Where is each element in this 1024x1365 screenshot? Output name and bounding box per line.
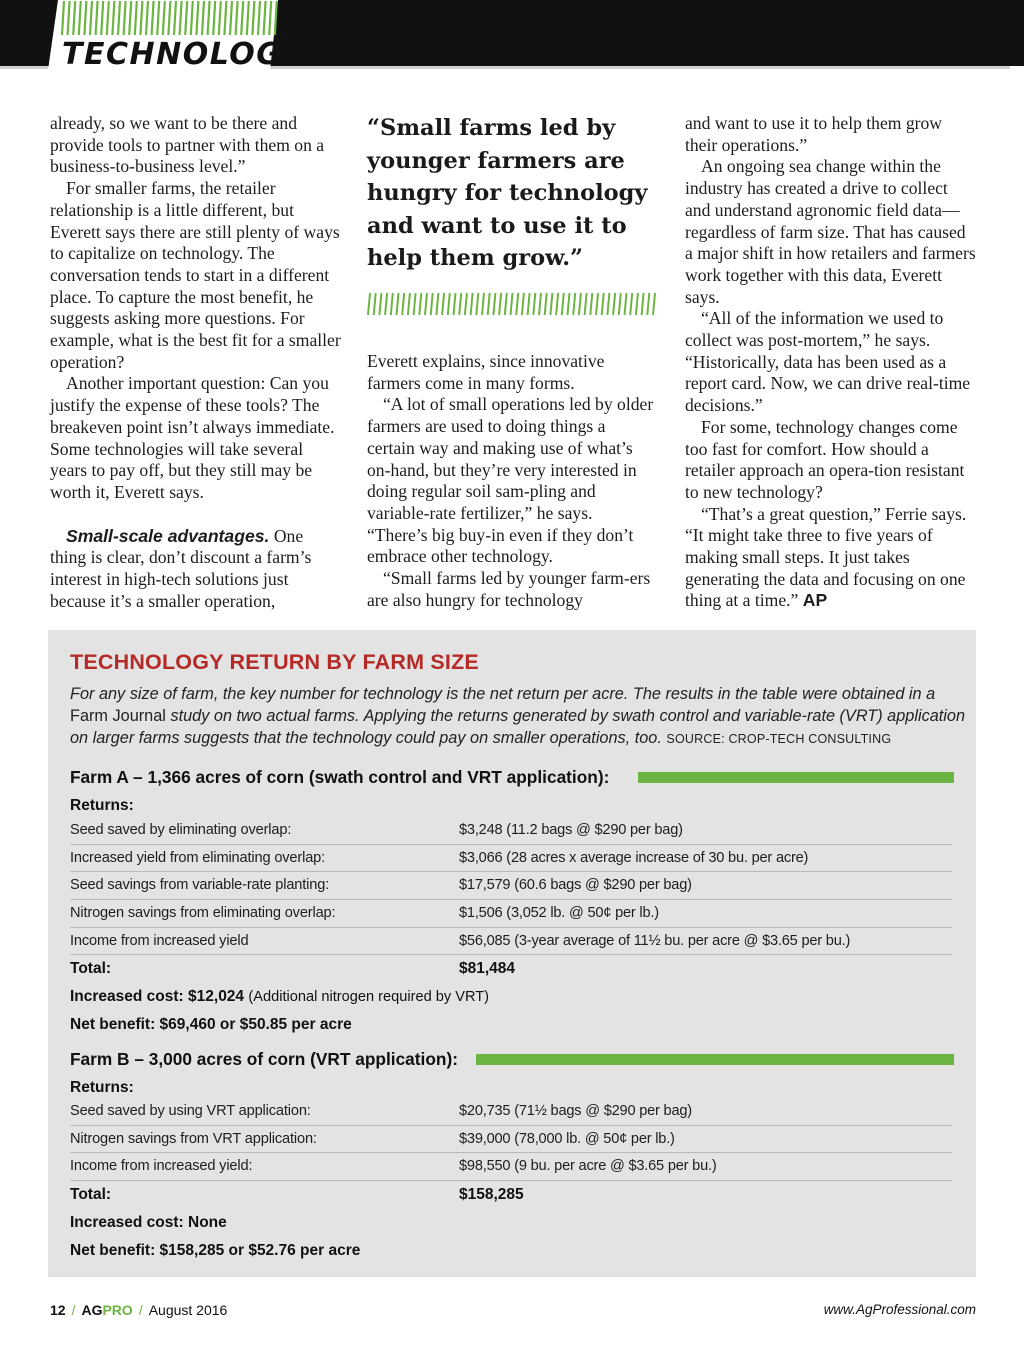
table-row: Seed saved by eliminating overlap: $3,248 (11.2 bags @ $290 per bag)	[70, 817, 952, 845]
hatch-line	[436, 293, 438, 315]
hatch-line	[442, 293, 444, 315]
farm-a-net: Net benefit: $69,460 or $50.85 per acre	[70, 1016, 352, 1033]
sidebar-box	[48, 630, 976, 1277]
hatch-line	[528, 293, 530, 315]
farm-b-table	[70, 1098, 952, 1181]
farm-a-cost: Increased cost: $12,024 (Additional nitrogen required by VRT)	[70, 988, 490, 1005]
table-row: Income from increased yield: $98,550 (9 bu. per acre @ $3.65 per bu.)	[70, 1153, 952, 1181]
hatch-line	[568, 293, 570, 315]
farm-a-total: Total: $81,484	[70, 960, 516, 977]
hatch-line	[174, 1, 176, 35]
hatch-line	[241, 1, 243, 35]
table-row: Increased yield from eliminating overlap: $3,066 (28 acres x average increase of 30 bu. per acre)	[70, 845, 952, 873]
hatch-line	[374, 293, 376, 315]
paragraph: Everett explains, since innovative farmers come in many forms.	[367, 351, 605, 393]
hatch-line	[385, 293, 387, 315]
hatch-line	[379, 293, 381, 315]
hatch-line	[465, 293, 467, 315]
hatch-line	[636, 293, 638, 315]
farm-b-heading: Farm B – 3,000 acres of corn (VRT application):	[70, 1049, 458, 1069]
hatch-line	[642, 293, 644, 315]
hatch-line	[152, 1, 154, 35]
table-row: Seed saved by using VRT application: $20,735 (71½ bags @ $290 per bag)	[70, 1098, 952, 1126]
hatch-line	[84, 1, 86, 35]
paragraph: “A lot of small operations led by older farmers are used to doing things a certain way and making use of what’s on-hand, but they’re very interested in doing regular soil sam-pling and variable-rate fertilizer,” he says. “There’s big buy-in even if they don’t embrace other technology.	[367, 394, 654, 567]
hatch-line	[619, 293, 621, 315]
farm-b-cost: Increased cost: None	[70, 1214, 227, 1231]
hatch-line	[79, 1, 81, 35]
accent-bar	[476, 1054, 954, 1065]
hatch-line	[157, 1, 159, 35]
paragraph: “That’s a great question,” Ferrie says. “It might take three to five years of making small steps. It just takes generating the data and focusing on one thing at a time.”	[685, 503, 967, 611]
hatch-line	[579, 293, 581, 315]
hatch-line	[602, 293, 604, 315]
hatch-line	[368, 293, 370, 315]
hatch-line	[208, 1, 210, 35]
paragraph: One thing is clear, don’t discount a farm’s interest in high-tech solutions just because it’s a smaller operation,	[50, 525, 312, 611]
paragraph: “All of the information we used to collect was post-mortem,” he says. “Historically, data has been used as a report card. Now, we can drive real-time decisions.”	[685, 308, 971, 416]
hatch-line	[533, 293, 535, 315]
hatch-line	[247, 1, 249, 35]
hatch-decoration	[60, 0, 278, 36]
hatch-line	[630, 293, 632, 315]
paragraph: Another important question: Can you justify the expense of these tools? The breakeven point isn’t always immediate. Some technologies will take several years to pay off, but they still may be worth it, Everett says.	[50, 373, 335, 502]
hatch-line	[488, 293, 490, 315]
paragraph: and want to use it to help them grow their operations.”	[685, 113, 943, 155]
farm-a-table	[70, 817, 952, 955]
hatch-line	[511, 293, 513, 315]
hatch-line	[129, 1, 131, 35]
article-column-1	[50, 113, 342, 612]
magazine-name: AGPRO	[81, 1302, 133, 1318]
returns-label: Returns:	[70, 1079, 134, 1096]
hatch-line	[140, 1, 142, 35]
hatch-line	[258, 1, 260, 35]
hatch-line	[408, 293, 410, 315]
hatch-line	[118, 1, 120, 35]
page-number: 12	[50, 1302, 66, 1318]
hatch-line	[454, 293, 456, 315]
paragraph: For smaller farms, the retailer relationship is a little different, but Everett says there are still plenty of ways to capitalize on technology. The conversation tends to start in a different place. To capture the most benefit, he suggests asking more questions. For example, what is the best fit for a smaller operation?	[50, 178, 341, 372]
hatch-line	[556, 293, 558, 315]
hatch-line	[275, 1, 277, 35]
hatch-line	[607, 293, 609, 315]
sidebar-intro: For any size of farm, the key number for technology is the net return per acre. The results in the table were obtained in a Farm Journal study on two actual farms. Applying the returns generated by swath control and variable-rate (VRT) application on larger farms suggests that the technology could pay on smaller operations, too. SOURCE: CROP-TECH CONSULTING	[70, 685, 966, 747]
hatch-line	[73, 1, 75, 35]
hatch-line	[196, 1, 198, 35]
hatch-line	[62, 1, 64, 35]
hatch-line	[590, 293, 592, 315]
table-row: Seed savings from variable-rate planting: $17,579 (60.6 bags @ $290 per bag)	[70, 872, 952, 900]
hatch-line	[112, 1, 114, 35]
hatch-line	[471, 293, 473, 315]
hatch-line	[107, 1, 109, 35]
farm-b-total: Total: $158,285	[70, 1186, 524, 1203]
hatch-line	[419, 293, 421, 315]
sidebar-title: TECHNOLOGY RETURN BY FARM SIZE	[70, 650, 479, 674]
hatch-line	[505, 293, 507, 315]
hatch-line	[425, 293, 427, 315]
hatch-line	[269, 1, 271, 35]
hatch-line	[647, 293, 649, 315]
returns-label: Returns:	[70, 797, 134, 814]
hatch-decoration	[366, 292, 658, 316]
hatch-line	[219, 1, 221, 35]
article-column-3	[685, 113, 977, 612]
hatch-line	[482, 293, 484, 315]
hatch-line	[550, 293, 552, 315]
hatch-line	[522, 293, 524, 315]
hatch-line	[68, 1, 70, 35]
table-row: Income from increased yield $56,085 (3-year average of 11½ bu. per acre @ $3.65 per bu.)	[70, 928, 952, 956]
farm-a-heading: Farm A – 1,366 acres of corn (swath control and VRT application):	[70, 767, 610, 787]
source-credit: SOURCE: CROP-TECH CONSULTING	[666, 732, 892, 746]
hatch-line	[499, 293, 501, 315]
hatch-line	[539, 293, 541, 315]
hatch-line	[224, 1, 226, 35]
hatch-line	[653, 293, 655, 315]
signoff: AP	[802, 590, 828, 611]
footer-left: 12 / AGPRO / August 2016	[50, 1302, 228, 1318]
hatch-line	[573, 293, 575, 315]
hatch-line	[448, 293, 450, 315]
farm-b-net: Net benefit: $158,285 or $52.76 per acre	[70, 1242, 361, 1259]
hatch-line	[230, 1, 232, 35]
accent-bar	[638, 772, 954, 783]
hatch-line	[516, 293, 518, 315]
hatch-line	[493, 293, 495, 315]
footer-url[interactable]: www.AgProfessional.com	[823, 1302, 976, 1317]
hatch-line	[213, 1, 215, 35]
table-row: Nitrogen savings from VRT application: $39,000 (78,000 lb. @ 50¢ per lb.)	[70, 1126, 952, 1154]
hatch-line	[545, 293, 547, 315]
paragraph: “Small farms led by younger farm-ers are also hungry for technology	[367, 568, 651, 610]
hatch-line	[459, 293, 461, 315]
paragraph: For some, technology changes come too fast for comfort. How should a retailer approach an opera-tion resistant to new technology?	[685, 416, 965, 502]
hatch-line	[202, 1, 204, 35]
hatch-line	[236, 1, 238, 35]
article-column-2	[367, 351, 657, 611]
hatch-line	[252, 1, 254, 35]
hatch-line	[625, 293, 627, 315]
hatch-line	[96, 1, 98, 35]
hatch-line	[562, 293, 564, 315]
hatch-line	[180, 1, 182, 35]
hatch-line	[585, 293, 587, 315]
paragraph: An ongoing sea change within the industry has created a drive to collect and understand agronomic field data—regardless of farm size. That has caused a major shift in how retailers and farmers work together with this data, Everett says.	[685, 156, 976, 307]
paragraph: already, so we want to be there and provide tools to partner with them on a business-to-business level.”	[50, 113, 325, 177]
hatch-line	[124, 1, 126, 35]
hatch-line	[185, 1, 187, 35]
hatch-line	[391, 293, 393, 315]
hatch-line	[146, 1, 148, 35]
hatch-line	[476, 293, 478, 315]
hatch-line	[414, 293, 416, 315]
hatch-line	[168, 1, 170, 35]
hatch-line	[397, 293, 399, 315]
section-title: TECHNOLOGY	[62, 37, 305, 72]
table-row: Nitrogen savings from eliminating overlap: $1,506 (3,052 lb. @ 50¢ per lb.)	[70, 900, 952, 928]
issue-date: August 2016	[148, 1302, 228, 1318]
hatch-line	[264, 1, 266, 35]
publication-name: Farm Journal	[70, 707, 166, 725]
subhead: Small-scale advantages.	[66, 525, 270, 546]
hatch-line	[431, 293, 433, 315]
hatch-line	[135, 1, 137, 35]
hatch-line	[191, 1, 193, 35]
hatch-line	[90, 1, 92, 35]
hatch-line	[613, 293, 615, 315]
hatch-line	[596, 293, 598, 315]
hatch-line	[163, 1, 165, 35]
pull-quote: “Small farms led by younger farmers are hungry for technology and want to use it to help them grow.”	[367, 115, 648, 271]
hatch-line	[101, 1, 103, 35]
hatch-line	[402, 293, 404, 315]
